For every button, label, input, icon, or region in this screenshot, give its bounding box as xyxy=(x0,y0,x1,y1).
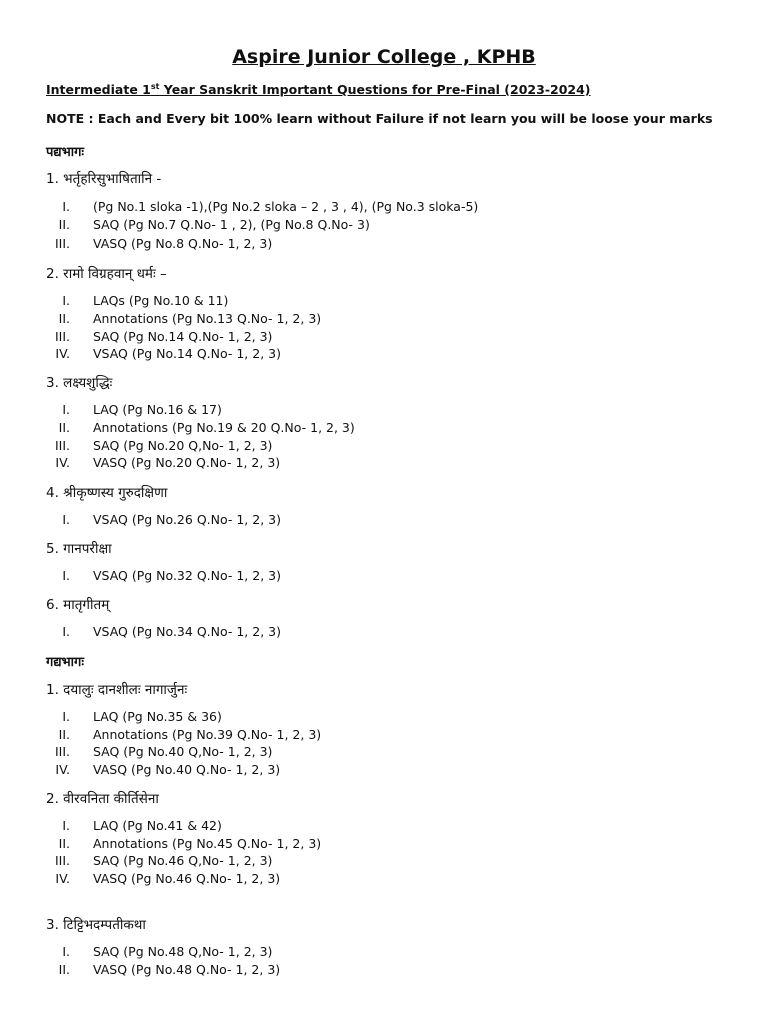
subtitle-post: Year Sanskrit Important Questions for Pre-Final (2023-2024) xyxy=(159,82,591,98)
item-number: I. xyxy=(62,402,70,417)
item-number: IV. xyxy=(55,871,70,886)
item-number: I. xyxy=(62,709,70,724)
item-text: VASQ (Pg No.8 Q.No- 1, 2, 3) xyxy=(93,236,273,251)
chapter-title: 1. दयालुः दानशीलः नागार्जुनः xyxy=(46,682,188,698)
list-item xyxy=(46,328,273,346)
item-text: VASQ (Pg No.40 Q.No- 1, 2, 3) xyxy=(93,762,281,777)
item-number: III. xyxy=(54,853,70,868)
item-number: I. xyxy=(62,293,70,308)
item-number: I. xyxy=(62,199,70,214)
item-text: VASQ (Pg No.20 Q.No- 1, 2, 3) xyxy=(93,455,281,470)
item-number: IV. xyxy=(55,762,70,777)
item-text: Annotations (Pg No.19 & 20 Q.No- 1, 2, 3) xyxy=(93,420,355,435)
section-heading: गद्यभागः xyxy=(46,655,84,670)
document-title: Aspire Junior College , KPHB xyxy=(232,46,536,68)
list-item xyxy=(46,419,355,437)
list-item xyxy=(46,852,273,870)
chapter-title: 4. श्रीकृष्णस्य गुरुदक्षिणा xyxy=(46,485,168,501)
subtitle-sup: st xyxy=(150,82,160,91)
list-item xyxy=(46,310,322,328)
item-number: II. xyxy=(58,836,70,851)
chapter-title: 2. रामो विग्रहवान् धर्मः – xyxy=(46,266,167,282)
list-item xyxy=(46,437,273,455)
item-number: I. xyxy=(62,568,70,583)
item-text: VSAQ (Pg No.14 Q.No- 1, 2, 3) xyxy=(93,346,281,361)
item-text: LAQs (Pg No.10 & 11) xyxy=(93,293,229,308)
item-text: SAQ (Pg No.46 Q,No- 1, 2, 3) xyxy=(93,853,273,868)
item-text: VASQ (Pg No.46 Q.No- 1, 2, 3) xyxy=(93,871,281,886)
list-item xyxy=(46,961,281,979)
item-text: Annotations (Pg No.39 Q.No- 1, 2, 3) xyxy=(93,727,322,742)
list-item xyxy=(46,511,281,529)
item-text: VASQ (Pg No.48 Q.No- 1, 2, 3) xyxy=(93,962,281,977)
item-text: SAQ (Pg No.20 Q,No- 1, 2, 3) xyxy=(93,438,273,453)
item-number: III. xyxy=(54,438,70,453)
item-number: II. xyxy=(58,420,70,435)
list-item xyxy=(46,401,222,419)
list-item xyxy=(46,743,273,761)
list-item xyxy=(46,292,229,310)
section-heading: पद्यभागः xyxy=(46,145,85,160)
item-number: I. xyxy=(62,944,70,959)
item-text: SAQ (Pg No.40 Q,No- 1, 2, 3) xyxy=(93,744,273,759)
item-number: I. xyxy=(62,624,70,639)
item-text: (Pg No.1 sloka -1),(Pg No.2 sloka – 2 , 3 , 4), (Pg No.3 sloka-5) xyxy=(93,199,479,214)
list-item xyxy=(46,235,273,253)
item-text: LAQ (Pg No.35 & 36) xyxy=(93,709,222,724)
list-item xyxy=(46,567,281,585)
item-text: SAQ (Pg No.48 Q,No- 1, 2, 3) xyxy=(93,944,273,959)
chapter-title: 2. वीरवनिता कीर्तिसेना xyxy=(46,791,159,807)
item-text: SAQ (Pg No.7 Q.No- 1 , 2), (Pg No.8 Q.No- 3) xyxy=(93,217,370,232)
item-text: VSAQ (Pg No.32 Q.No- 1, 2, 3) xyxy=(93,568,281,583)
chapter-title: 1. भर्तृहरिसुभाषितानि - xyxy=(46,171,162,187)
item-number: III. xyxy=(54,744,70,759)
chapter-title: 5. गानपरीक्षा xyxy=(46,541,112,557)
item-text: VSAQ (Pg No.26 Q.No- 1, 2, 3) xyxy=(93,512,281,527)
list-item xyxy=(46,216,370,234)
item-number: IV. xyxy=(55,346,70,361)
item-number: II. xyxy=(58,311,70,326)
chapter-title: 3. लक्ष्यशुद्धिः xyxy=(46,375,113,391)
item-number: I. xyxy=(62,512,70,527)
list-item xyxy=(46,817,222,835)
item-text: LAQ (Pg No.16 & 17) xyxy=(93,402,222,417)
list-item xyxy=(46,870,281,888)
chapter-title: 6. मातृगीतम् xyxy=(46,597,110,613)
item-number: III. xyxy=(54,329,70,344)
document-subtitle xyxy=(46,82,591,97)
list-item xyxy=(46,345,281,363)
item-text: SAQ (Pg No.14 Q.No- 1, 2, 3) xyxy=(93,329,273,344)
list-item xyxy=(46,835,322,853)
list-item xyxy=(46,943,273,961)
item-number: II. xyxy=(58,962,70,977)
item-text: Annotations (Pg No.13 Q.No- 1, 2, 3) xyxy=(93,311,322,326)
list-item xyxy=(46,761,281,779)
list-item xyxy=(46,623,281,641)
item-text: LAQ (Pg No.41 & 42) xyxy=(93,818,222,833)
chapter-title: 3. टिट्टिभदम्पतीकथा xyxy=(46,917,146,933)
note-text: NOTE : Each and Every bit 100% learn without Failure if not learn you will be loose your marks xyxy=(46,111,713,126)
list-item xyxy=(46,454,281,472)
subtitle-pre: Intermediate 1 xyxy=(46,82,151,98)
list-item xyxy=(46,708,222,726)
list-item xyxy=(46,198,479,216)
item-text: Annotations (Pg No.45 Q.No- 1, 2, 3) xyxy=(93,836,322,851)
item-text: VSAQ (Pg No.34 Q.No- 1, 2, 3) xyxy=(93,624,281,639)
item-number: II. xyxy=(58,727,70,742)
item-number: IV. xyxy=(55,455,70,470)
item-number: II. xyxy=(58,217,70,232)
list-item xyxy=(46,726,322,744)
item-number: III. xyxy=(54,236,70,251)
item-number: I. xyxy=(62,818,70,833)
